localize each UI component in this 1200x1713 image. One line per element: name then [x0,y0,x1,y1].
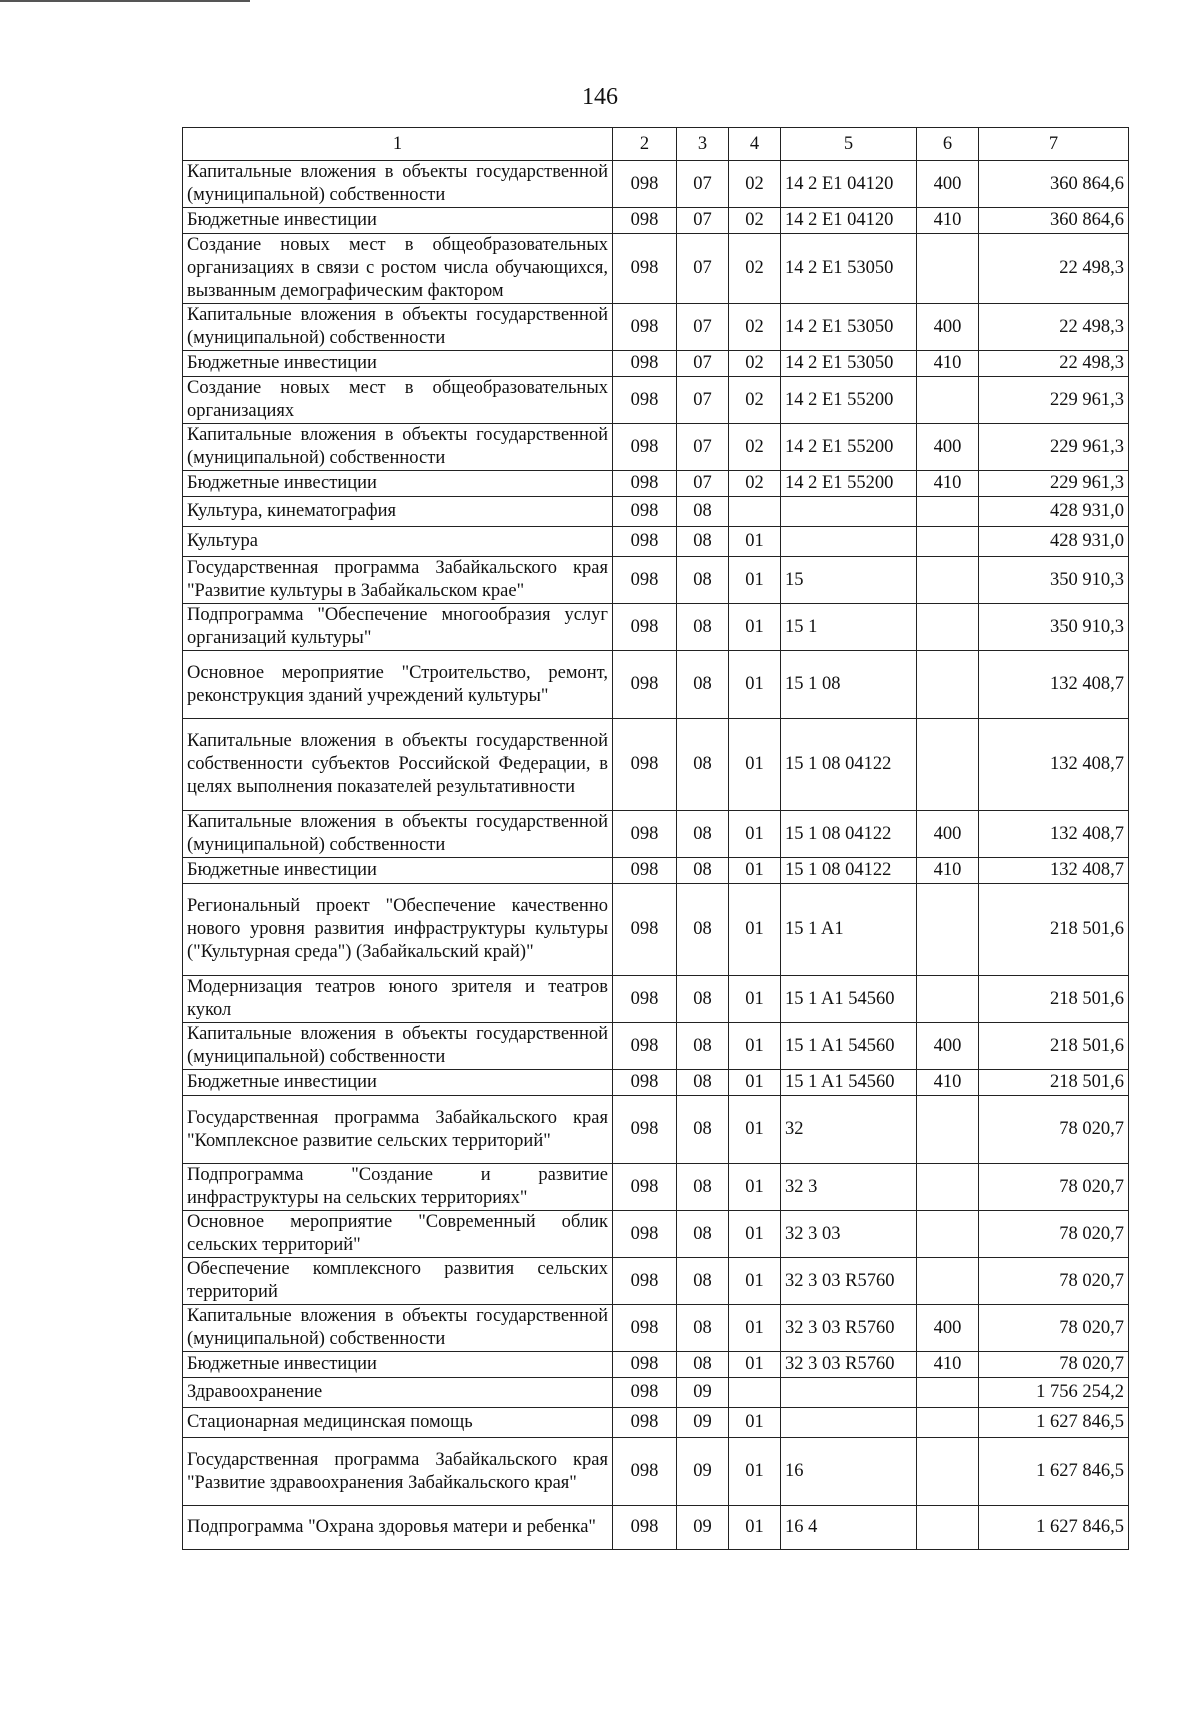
row-code-cell: 098 [613,1211,677,1258]
row-amount-cell: 229 961,3 [979,471,1129,497]
table-row [183,557,1129,604]
row-amount-cell: 229 961,3 [979,377,1129,424]
row-type-cell [917,1096,979,1164]
row-name-cell: Бюджетные инвестиции [183,1070,613,1096]
row-amount-cell: 229 961,3 [979,424,1129,471]
row-amount-cell: 218 501,6 [979,976,1129,1023]
row-name-cell: Создание новых мест в общеобразовательных организациях в связи с ростом числа обучающихся, вызванным демографическим фактором [183,234,613,304]
row-section-cell: 07 [677,471,729,497]
row-subsection-cell: 01 [729,976,781,1023]
row-section-cell: 08 [677,1070,729,1096]
row-section-cell: 09 [677,1506,729,1550]
row-name-cell: Региональный проект "Обеспечение качественно нового уровня развития инфраструктуры культуры ("Культурная среда") (Забайкальский край)" [183,884,613,976]
row-name-cell: Бюджетные инвестиции [183,208,613,234]
row-article-cell [781,527,917,557]
row-name-cell: Создание новых мест в общеобразовательных организациях [183,377,613,424]
row-subsection-cell [729,1378,781,1408]
row-code-cell: 098 [613,1258,677,1305]
row-subsection-cell: 01 [729,1408,781,1438]
row-type-cell [917,884,979,976]
row-subsection-cell: 02 [729,377,781,424]
header-cell: 6 [917,128,979,161]
row-code-cell: 098 [613,1023,677,1070]
row-article-cell: 32 3 03 [781,1211,917,1258]
budget-table [182,127,1129,1550]
row-article-cell: 32 [781,1096,917,1164]
top-edge-rule [0,0,250,2]
table-row [183,719,1129,811]
row-section-cell: 09 [677,1408,729,1438]
row-subsection-cell: 01 [729,1023,781,1070]
row-article-cell [781,1408,917,1438]
row-name-cell: Капитальные вложения в объекты государственной (муниципальной) собственности [183,161,613,208]
row-name-cell: Основное мероприятие "Современный облик сельских территорий" [183,1211,613,1258]
row-type-cell [917,234,979,304]
row-subsection-cell: 02 [729,424,781,471]
row-article-cell: 32 3 03 R5760 [781,1305,917,1352]
row-section-cell: 08 [677,1164,729,1211]
row-section-cell: 08 [677,1096,729,1164]
row-type-cell: 400 [917,1023,979,1070]
row-name-cell: Подпрограмма "Охрана здоровья матери и ребенка" [183,1506,613,1550]
row-code-cell: 098 [613,1305,677,1352]
row-type-cell: 400 [917,161,979,208]
row-section-cell: 09 [677,1438,729,1506]
row-amount-cell: 132 408,7 [979,811,1129,858]
row-name-cell: Капитальные вложения в объекты государственной (муниципальной) собственности [183,1023,613,1070]
row-section-cell: 07 [677,234,729,304]
row-section-cell: 07 [677,161,729,208]
row-amount-cell: 1 627 846,5 [979,1506,1129,1550]
row-amount-cell: 132 408,7 [979,719,1129,811]
row-section-cell: 08 [677,976,729,1023]
row-amount-cell: 22 498,3 [979,234,1129,304]
table-row [183,858,1129,884]
table-row [183,1164,1129,1211]
row-name-cell: Государственная программа Забайкальского края "Развитие здравоохранения Забайкальского края" [183,1438,613,1506]
table-row [183,604,1129,651]
row-section-cell: 08 [677,811,729,858]
row-article-cell: 16 4 [781,1506,917,1550]
row-subsection-cell: 01 [729,1305,781,1352]
row-section-cell: 07 [677,208,729,234]
row-type-cell [917,604,979,651]
row-article-cell: 14 2 E1 55200 [781,424,917,471]
table-row [183,1378,1129,1408]
row-code-cell: 098 [613,1070,677,1096]
row-subsection-cell: 01 [729,527,781,557]
row-subsection-cell: 01 [729,604,781,651]
row-subsection-cell: 01 [729,557,781,604]
header-cell: 5 [781,128,917,161]
row-name-cell: Культура, кинематография [183,497,613,527]
table-body [183,161,1129,1550]
row-article-cell: 14 2 E1 55200 [781,377,917,424]
page-number: 146 [582,84,618,110]
row-type-cell [917,497,979,527]
row-type-cell [917,527,979,557]
row-section-cell: 07 [677,304,729,351]
row-code-cell: 098 [613,1352,677,1378]
row-section-cell: 07 [677,424,729,471]
row-subsection-cell: 01 [729,811,781,858]
row-section-cell: 08 [677,557,729,604]
header-cell: 7 [979,128,1129,161]
row-amount-cell: 218 501,6 [979,1023,1129,1070]
row-section-cell: 08 [677,1211,729,1258]
row-name-cell: Капитальные вложения в объекты государственной (муниципальной) собственности [183,424,613,471]
row-type-cell [917,557,979,604]
row-type-cell: 410 [917,858,979,884]
row-section-cell: 08 [677,1305,729,1352]
row-amount-cell: 78 020,7 [979,1164,1129,1211]
row-name-cell: Капитальные вложения в объекты государственной собственности субъектов Российской Федерации, в целях выполнения показателей результативности [183,719,613,811]
row-article-cell: 14 2 E1 53050 [781,234,917,304]
table-row [183,976,1129,1023]
row-type-cell: 410 [917,351,979,377]
table-row [183,811,1129,858]
row-code-cell: 098 [613,304,677,351]
row-article-cell: 15 1 A1 54560 [781,1023,917,1070]
row-type-cell [917,377,979,424]
header-cell: 1 [183,128,613,161]
row-type-cell [917,1211,979,1258]
row-amount-cell: 1 627 846,5 [979,1408,1129,1438]
row-subsection-cell: 02 [729,161,781,208]
table-row [183,527,1129,557]
table-row [183,1408,1129,1438]
row-name-cell: Подпрограмма "Создание и развитие инфраструктуры на сельских территориях" [183,1164,613,1211]
row-name-cell: Капитальные вложения в объекты государственной (муниципальной) собственности [183,811,613,858]
row-name-cell: Стационарная медицинская помощь [183,1408,613,1438]
row-section-cell: 08 [677,651,729,719]
row-section-cell: 08 [677,1023,729,1070]
row-article-cell: 32 3 03 R5760 [781,1352,917,1378]
row-article-cell: 32 3 [781,1164,917,1211]
row-amount-cell: 78 020,7 [979,1305,1129,1352]
header-cell: 3 [677,128,729,161]
row-code-cell: 098 [613,976,677,1023]
row-subsection-cell: 01 [729,1164,781,1211]
row-subsection-cell: 02 [729,304,781,351]
row-type-cell [917,1506,979,1550]
row-article-cell: 15 1 08 04122 [781,811,917,858]
table-row [183,424,1129,471]
row-subsection-cell: 01 [729,1096,781,1164]
table-row [183,884,1129,976]
table-row [183,1096,1129,1164]
row-article-cell [781,1378,917,1408]
row-type-cell: 400 [917,424,979,471]
row-amount-cell: 350 910,3 [979,604,1129,651]
row-amount-cell: 78 020,7 [979,1211,1129,1258]
row-type-cell: 410 [917,1352,979,1378]
row-amount-cell: 132 408,7 [979,651,1129,719]
row-type-cell [917,976,979,1023]
row-article-cell: 14 2 E1 55200 [781,471,917,497]
row-section-cell: 08 [677,1352,729,1378]
row-type-cell [917,1378,979,1408]
row-article-cell: 14 2 E1 04120 [781,161,917,208]
header-row [183,128,1129,161]
row-name-cell: Культура [183,527,613,557]
row-code-cell: 098 [613,424,677,471]
row-type-cell: 400 [917,1305,979,1352]
row-subsection-cell: 02 [729,471,781,497]
table-row [183,1438,1129,1506]
row-amount-cell: 132 408,7 [979,858,1129,884]
row-code-cell: 098 [613,1408,677,1438]
row-code-cell: 098 [613,527,677,557]
row-code-cell: 098 [613,604,677,651]
row-amount-cell: 218 501,6 [979,884,1129,976]
table-row [183,234,1129,304]
row-subsection-cell: 01 [729,884,781,976]
row-amount-cell: 350 910,3 [979,557,1129,604]
table-row [183,1258,1129,1305]
row-amount-cell: 78 020,7 [979,1258,1129,1305]
table-row [183,208,1129,234]
table-row [183,377,1129,424]
row-code-cell: 098 [613,1378,677,1408]
header-cell: 2 [613,128,677,161]
row-section-cell: 09 [677,1378,729,1408]
row-amount-cell: 218 501,6 [979,1070,1129,1096]
row-name-cell: Бюджетные инвестиции [183,471,613,497]
row-section-cell: 08 [677,527,729,557]
row-code-cell: 098 [613,161,677,208]
row-article-cell: 14 2 E1 53050 [781,304,917,351]
row-amount-cell: 360 864,6 [979,208,1129,234]
row-code-cell: 098 [613,651,677,719]
row-type-cell: 400 [917,811,979,858]
table-row [183,471,1129,497]
row-subsection-cell: 02 [729,351,781,377]
row-article-cell: 16 [781,1438,917,1506]
row-article-cell: 15 1 08 [781,651,917,719]
table-row [183,651,1129,719]
table-row [183,161,1129,208]
row-article-cell: 32 3 03 R5760 [781,1258,917,1305]
row-subsection-cell: 01 [729,1070,781,1096]
row-name-cell: Государственная программа Забайкальского края "Комплексное развитие сельских территорий" [183,1096,613,1164]
row-section-cell: 08 [677,858,729,884]
row-section-cell: 08 [677,719,729,811]
row-name-cell: Капитальные вложения в объекты государственной (муниципальной) собственности [183,304,613,351]
row-name-cell: Подпрограмма "Обеспечение многообразия услуг организаций культуры" [183,604,613,651]
row-type-cell [917,1438,979,1506]
row-code-cell: 098 [613,234,677,304]
row-article-cell: 14 2 E1 04120 [781,208,917,234]
row-section-cell: 08 [677,604,729,651]
table-row [183,497,1129,527]
row-article-cell: 15 1 A1 54560 [781,976,917,1023]
table-row [183,1211,1129,1258]
row-type-cell: 410 [917,471,979,497]
row-name-cell: Бюджетные инвестиции [183,858,613,884]
row-subsection-cell: 01 [729,858,781,884]
table-row [183,304,1129,351]
row-code-cell: 098 [613,471,677,497]
row-type-cell [917,1258,979,1305]
row-subsection-cell: 01 [729,1258,781,1305]
row-code-cell: 098 [613,208,677,234]
row-article-cell: 14 2 E1 53050 [781,351,917,377]
row-article-cell: 15 1 [781,604,917,651]
row-subsection-cell [729,497,781,527]
row-code-cell: 098 [613,858,677,884]
row-code-cell: 098 [613,1438,677,1506]
table-row [183,1305,1129,1352]
row-section-cell: 07 [677,351,729,377]
row-article-cell: 15 1 08 04122 [781,858,917,884]
row-type-cell [917,719,979,811]
row-name-cell: Бюджетные инвестиции [183,1352,613,1378]
row-name-cell: Основное мероприятие "Строительство, ремонт, реконструкция зданий учреждений культуры" [183,651,613,719]
row-article-cell: 15 1 08 04122 [781,719,917,811]
table-row [183,1023,1129,1070]
table-row [183,1352,1129,1378]
row-subsection-cell: 01 [729,1211,781,1258]
header-cell: 4 [729,128,781,161]
row-subsection-cell: 01 [729,1438,781,1506]
row-amount-cell: 360 864,6 [979,161,1129,208]
row-article-cell: 15 1 A1 [781,884,917,976]
row-amount-cell: 78 020,7 [979,1096,1129,1164]
row-section-cell: 08 [677,884,729,976]
row-amount-cell: 1 627 846,5 [979,1438,1129,1506]
row-code-cell: 098 [613,1096,677,1164]
row-name-cell: Модернизация театров юного зрителя и театров кукол [183,976,613,1023]
row-code-cell: 098 [613,719,677,811]
row-code-cell: 098 [613,557,677,604]
row-type-cell [917,1164,979,1211]
row-amount-cell: 78 020,7 [979,1352,1129,1378]
row-code-cell: 098 [613,811,677,858]
row-subsection-cell: 01 [729,719,781,811]
row-subsection-cell: 02 [729,234,781,304]
row-section-cell: 08 [677,1258,729,1305]
row-code-cell: 098 [613,351,677,377]
row-name-cell: Капитальные вложения в объекты государственной (муниципальной) собственности [183,1305,613,1352]
row-amount-cell: 22 498,3 [979,304,1129,351]
row-name-cell: Здравоохранение [183,1378,613,1408]
row-article-cell: 15 1 A1 54560 [781,1070,917,1096]
row-code-cell: 098 [613,1164,677,1211]
row-amount-cell: 22 498,3 [979,351,1129,377]
row-type-cell: 410 [917,1070,979,1096]
row-section-cell: 08 [677,497,729,527]
row-type-cell: 410 [917,208,979,234]
row-article-cell [781,497,917,527]
row-amount-cell: 428 931,0 [979,497,1129,527]
table-row [183,1506,1129,1550]
row-type-cell [917,1408,979,1438]
row-name-cell: Обеспечение комплексного развития сельских территорий [183,1258,613,1305]
row-name-cell: Государственная программа Забайкальского края "Развитие культуры в Забайкальском крае" [183,557,613,604]
row-name-cell: Бюджетные инвестиции [183,351,613,377]
row-article-cell: 15 [781,557,917,604]
table-row [183,351,1129,377]
row-type-cell: 400 [917,304,979,351]
table-row [183,1070,1129,1096]
row-subsection-cell: 01 [729,1352,781,1378]
row-section-cell: 07 [677,377,729,424]
row-type-cell [917,651,979,719]
row-amount-cell: 428 931,0 [979,527,1129,557]
row-subsection-cell: 01 [729,651,781,719]
row-code-cell: 098 [613,497,677,527]
row-amount-cell: 1 756 254,2 [979,1378,1129,1408]
row-subsection-cell: 02 [729,208,781,234]
row-code-cell: 098 [613,884,677,976]
row-subsection-cell: 01 [729,1506,781,1550]
row-code-cell: 098 [613,377,677,424]
row-code-cell: 098 [613,1506,677,1550]
